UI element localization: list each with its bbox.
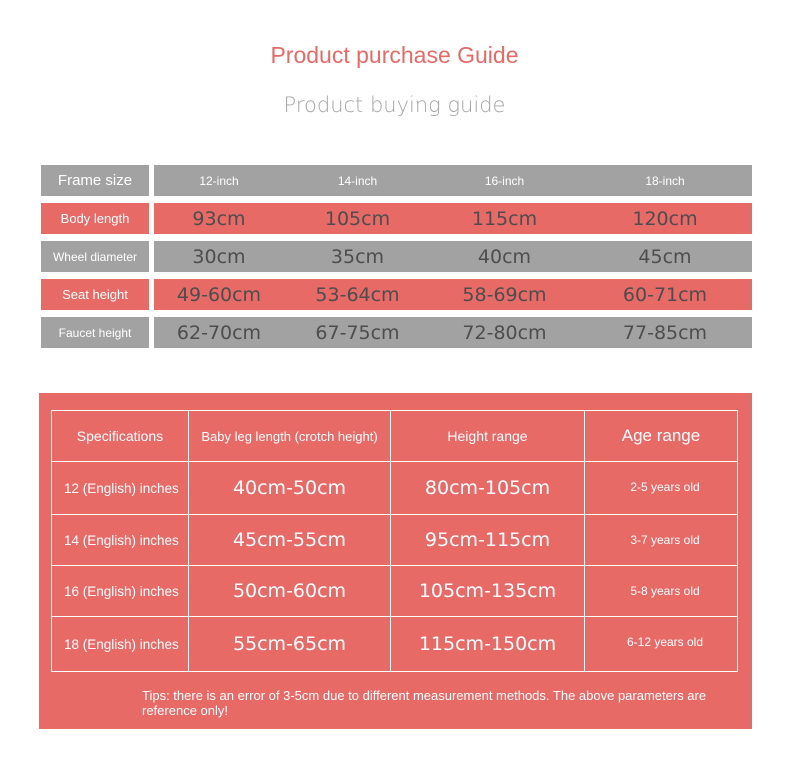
tips-note: Tips: there is an error of 3-5cm due to different measurement methods. The above parameters are reference only! — [142, 688, 707, 718]
age-range-cell: 6-12 years old — [626, 635, 704, 649]
spec-cell: 16 (English) inches — [52, 566, 189, 617]
wheel-diameter-cell: 30cm — [192, 245, 246, 268]
spec-header-height-range: Height range — [391, 411, 585, 462]
wheel-diameter-cell: 40cm — [477, 245, 532, 268]
faucet-height-cell: 67-75cm — [315, 321, 400, 344]
wheel-diameter-cell: 45cm — [638, 245, 692, 268]
frame-size-label: Frame size — [41, 165, 149, 196]
age-range-cell: 2-5 years old — [585, 462, 737, 515]
spec-panel — [39, 393, 752, 729]
spec-table — [51, 410, 738, 672]
spec-header-leg-length: Baby leg length (crotch height) — [189, 411, 391, 462]
leg-length-cell: 55cm-65cm — [189, 617, 391, 671]
frame-size-cell: 18-inch — [645, 173, 685, 188]
faucet-height-cell: 62-70cm — [176, 321, 262, 344]
page-title: Product purchase Guide — [270, 42, 519, 68]
spec-header-specifications: Specifications — [52, 411, 189, 462]
seat-height-cell: 53-64cm — [315, 283, 400, 306]
page-subtitle: Product buying guide — [283, 93, 506, 117]
faucet-height-cell: 77-85cm — [622, 321, 708, 344]
height-range-cell: 95cm-115cm — [391, 515, 585, 566]
spec-cell: 18 (English) inches — [52, 617, 189, 671]
spec-header-age-range: Age range — [585, 411, 737, 462]
seat-height-cell: 60-71cm — [622, 283, 708, 306]
frame-size-cell: 12-inch — [199, 173, 239, 188]
frame-size-table — [41, 165, 752, 355]
body-length-cell: 120cm — [632, 207, 698, 230]
height-range-cell: 80cm-105cm — [391, 462, 585, 515]
wheel-diameter-cell: 35cm — [330, 245, 385, 268]
seat-height-row — [41, 279, 752, 310]
seat-height-label: Seat height — [41, 279, 149, 310]
age-range-cell: 3-7 years old — [585, 515, 737, 566]
body-length-label: Body length — [41, 203, 149, 234]
leg-length-cell: 45cm-55cm — [189, 515, 391, 566]
age-range-cell: 5-8 years old — [585, 566, 737, 617]
height-range-cell: 115cm-150cm — [391, 617, 585, 671]
height-range-cell: 105cm-135cm — [391, 566, 585, 617]
seat-height-cell: 49-60cm — [176, 283, 262, 306]
faucet-height-cell: 72-80cm — [462, 321, 547, 344]
frame-size-cell: 14-inch — [337, 173, 378, 188]
leg-length-cell: 40cm-50cm — [189, 462, 391, 515]
leg-length-cell: 50cm-60cm — [189, 566, 391, 617]
body-length-row — [41, 203, 752, 234]
wheel-diameter-row — [41, 241, 752, 272]
spec-cell: 14 (English) inches — [52, 515, 189, 566]
seat-height-cell: 58-69cm — [462, 283, 547, 306]
wheel-diameter-label: Wheel diameter — [41, 241, 149, 272]
faucet-height-label: Faucet height — [41, 317, 149, 348]
frame-size-cell: 16-inch — [484, 173, 525, 188]
body-length-cell: 115cm — [471, 207, 538, 230]
spec-cell: 12 (English) inches — [52, 462, 189, 515]
body-length-cell: 105cm — [324, 207, 391, 230]
body-length-cell: 93cm — [192, 207, 246, 230]
frame-size-header-row — [41, 165, 752, 196]
faucet-height-row — [41, 317, 752, 348]
